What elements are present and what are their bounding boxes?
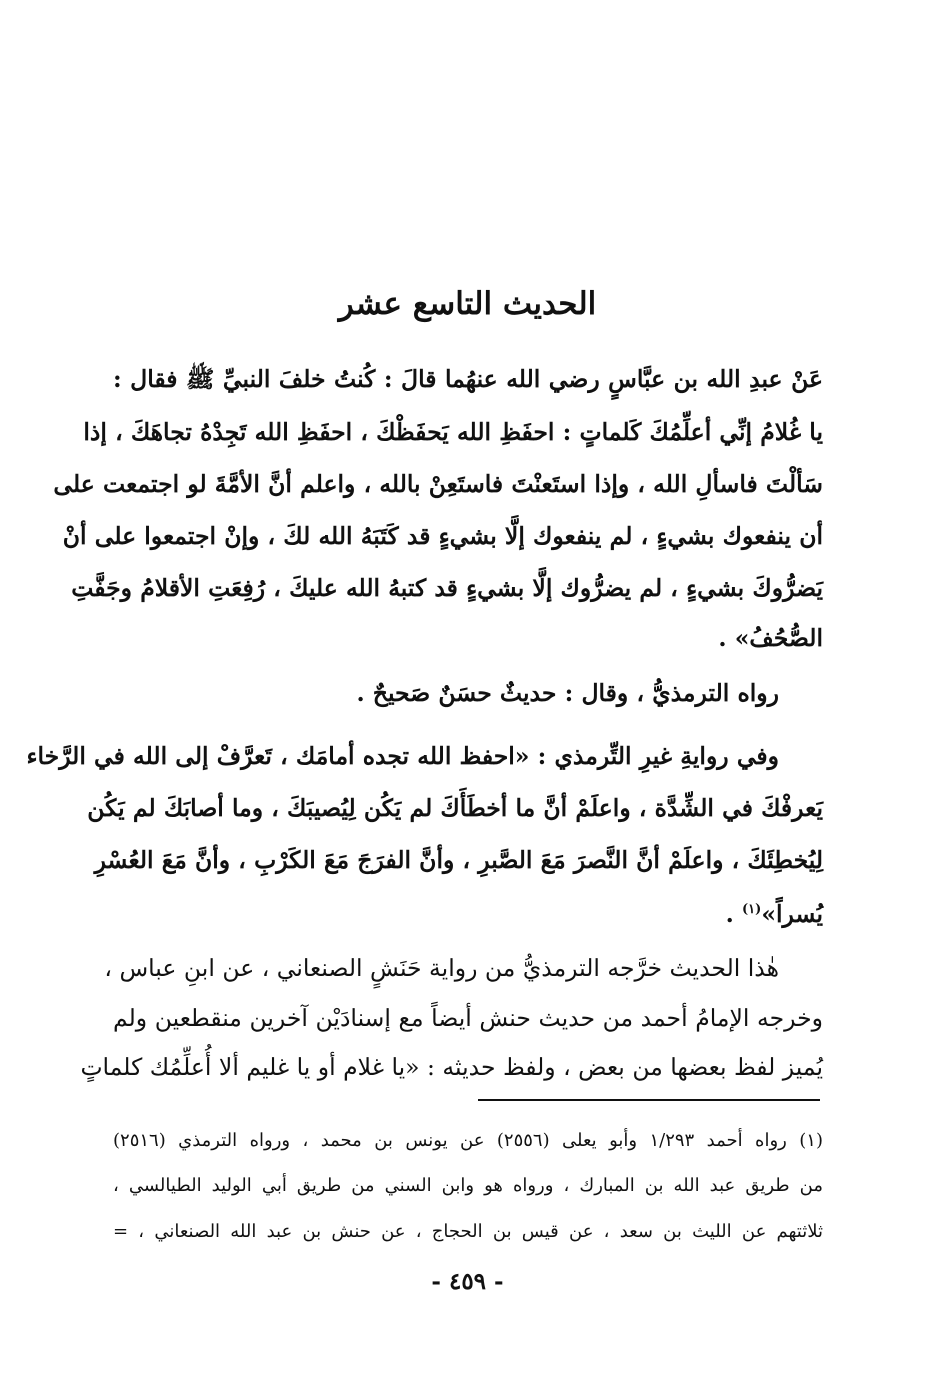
hadith-line: عَنْ عبدِ الله بن عبَّاسٍ رضي الله عنهُما قالَ : كُنتُ خلفَ النبيِّ ﷺ فقال : bbox=[113, 365, 823, 393]
narration-line: رواه الترمذيُّ ، وقال : حديثٌ حسَنٌ صَحيحٌ . bbox=[356, 679, 779, 707]
other-narration-end: يُسراً» bbox=[761, 899, 823, 928]
commentary-line: يُميز لفظ بعضها من بعض ، ولفظ حديثه : «يا غلام أو يا غليم ألا أُعلِّمُك كلماتٍ bbox=[80, 1053, 823, 1081]
footnote-marker: (١) bbox=[742, 902, 762, 917]
hadith-heading: الحديث التاسع عشر bbox=[338, 286, 597, 322]
footnote-line: من طريق عبد الله بن المبارك ، ورواه هو وابن السني من طريق أبي الوليد الطيالسي ، bbox=[113, 1175, 823, 1196]
hadith-line: الصُّحُفُ» . bbox=[718, 624, 823, 652]
hadith-line: أن ينفعوك بشيءٍ ، لم ينفعوك إلَّا بشيءٍ قد كَتَبَهُ الله لكَ ، وإنْ اجتمعوا على أنْ bbox=[62, 522, 823, 550]
other-narration-stop: . bbox=[725, 899, 743, 928]
other-narration-last-line bbox=[113, 892, 823, 932]
commentary-line: وخرجه الإمامُ أحمد من حديث حنش أيضاً مع إسنادَيْن آخرين منقطعين ولم bbox=[113, 1004, 823, 1032]
other-narration-line: يَعرفْكَ في الشِّدَّة ، واعلَمْ أنَّ ما أخطَأَكَ لم يَكُن لِيُصيبَكَ ، وما أصابَكَ لم يَكُن bbox=[87, 794, 823, 822]
hadith-line: سَألْتَ فاسألِ الله ، وإذا استَعنْتَ فاستَعِنْ بالله ، واعلم أنَّ الأمَّةَ لو اجتمعت على bbox=[53, 470, 823, 498]
hadith-line: يَضرُّوكَ بشيءٍ ، لم يضرُّوك إلَّا بشيءٍ قد كتبهُ الله عليكَ ، رُفِعَتِ الأقلامُ وجَفَّتِ bbox=[71, 574, 823, 602]
commentary-line: هٰذا الحديث خرَّجه الترمذيُّ من رواية حَنَشٍ الصنعاني ، عن ابنِ عباس ، bbox=[104, 954, 779, 982]
footnote-separator bbox=[478, 1099, 820, 1101]
footnote-line: ثلاثتهم عن الليث بن سعد ، عن قيس بن الحجاج ، عن حنش بن عبد الله الصنعاني ، = bbox=[113, 1221, 823, 1242]
hadith-line: يا غُلامُ إنِّي أعلِّمُكَ كَلماتٍ : احفَظِ الله يَحفَظْكَ ، احفَظِ الله تَجِدْهُ تجاهَكَ ، إذا bbox=[83, 418, 823, 446]
footnote-line: (١) رواه أحمد ١/٢٩٣ وأبو يعلى (٢٥٥٦) عن يونس بن محمد ، ورواه الترمذي (٢٥١٦) bbox=[113, 1130, 823, 1151]
other-narration-line: وفي روايةِ غيرِ التِّرمذي : «احفظ الله تجده أمامَك ، تَعرَّفْ إلى الله في الرَّخاء bbox=[26, 742, 779, 770]
other-narration-line: لِيُخطِئَكَ ، واعلَمْ أنَّ النَّصرَ مَعَ الصَّبرِ ، وأنَّ الفرَجَ مَعَ الكَرْبِ ، وأنَّ مَعَ العُسْرِ bbox=[94, 846, 823, 874]
page-number: - ٤٥٩ - bbox=[431, 1268, 504, 1295]
